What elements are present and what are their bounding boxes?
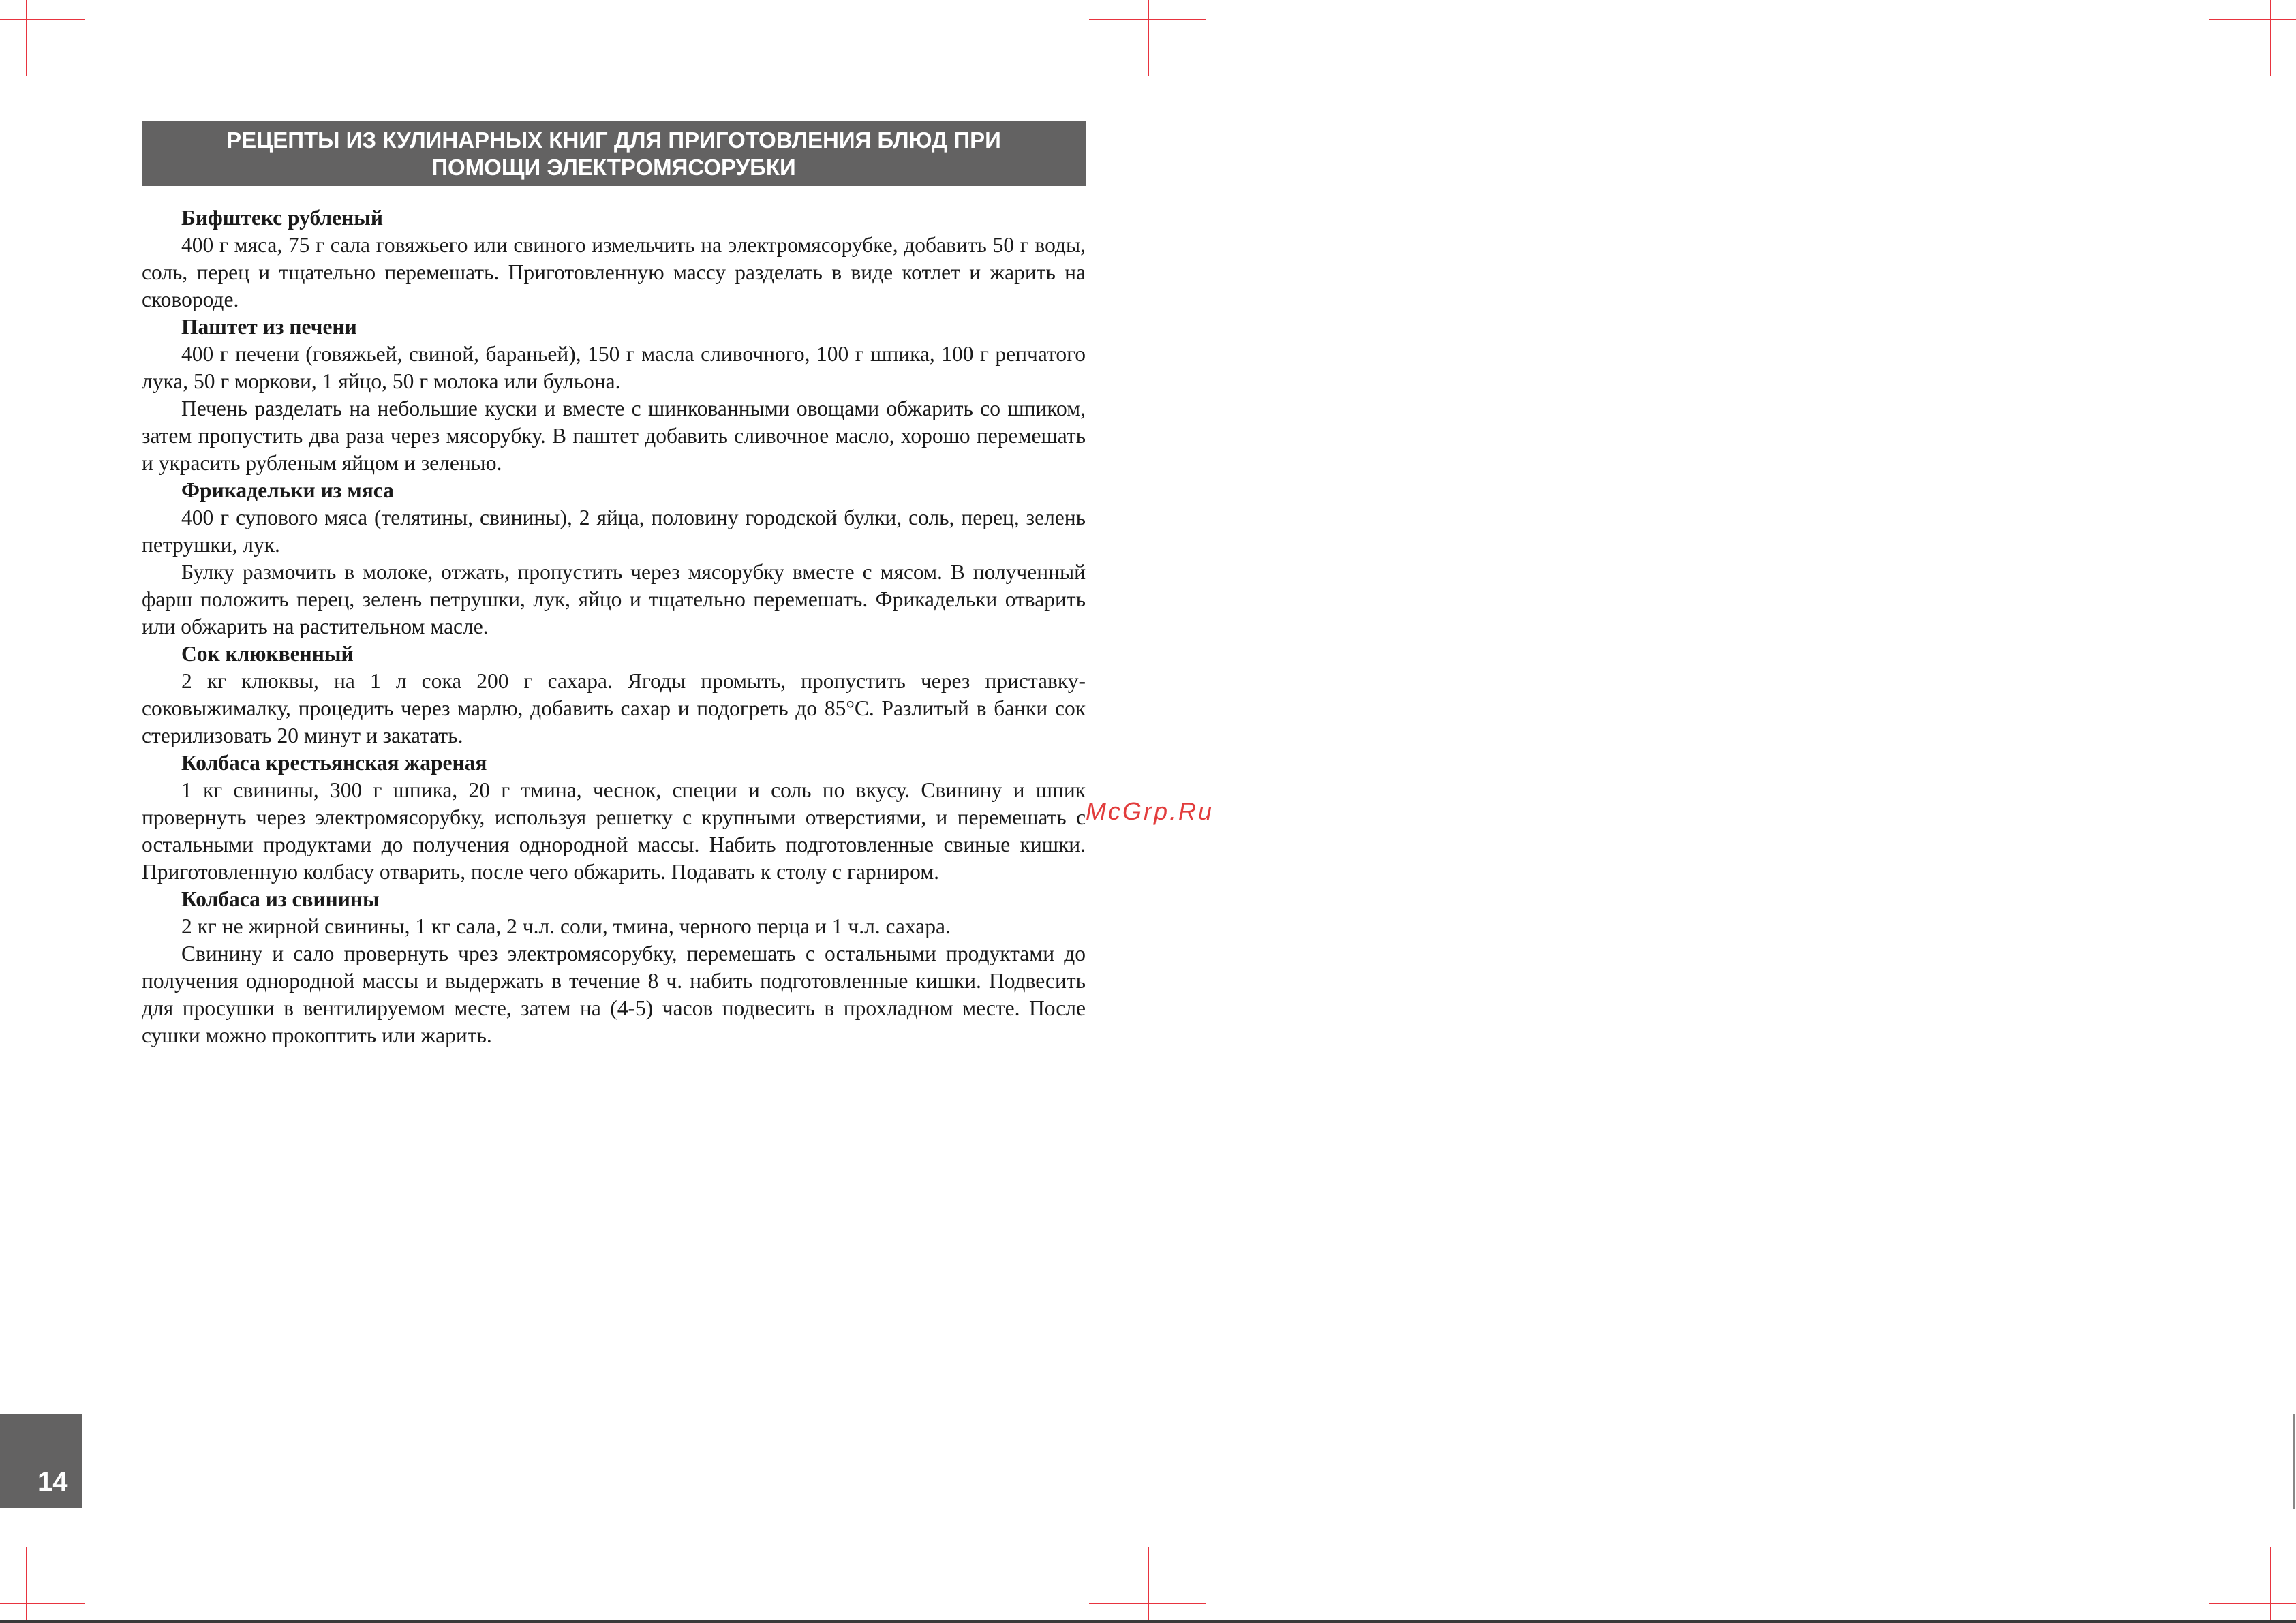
watermark: McGrp.Ru bbox=[1086, 797, 1214, 825]
recipe-paragraph: 400 г супового мяса (телятины, свинины), 2 яйца, половину городской булки, соль, перец, зелень петрушки, лук. bbox=[142, 506, 1086, 557]
crop-mark bbox=[26, 0, 27, 76]
crop-mark bbox=[26, 1547, 27, 1623]
recipe-heading: Колбаса из свинины bbox=[181, 887, 380, 911]
section-title-line: РЕЦЕПТЫ ИЗ КУЛИНАРНЫХ КНИГ ДЛЯ ПРИГОТОВЛЕНИЯ БЛЮД ПРИ bbox=[226, 127, 1001, 153]
crop-mark bbox=[2270, 0, 2271, 76]
crop-mark bbox=[0, 1603, 85, 1604]
crop-mark bbox=[2209, 19, 2296, 20]
recipe-heading: Сок клюквенный bbox=[181, 642, 354, 666]
crop-mark bbox=[0, 19, 85, 20]
recipe-paragraph: Булку размочить в молоке, отжать, пропустить через мясорубку вместе с мясом. В полученный фарш положить перец, зелень петрушки, лук, яйцо и тщательно перемешать. Фрикадельки отварить или обжарить на растительном масле. bbox=[142, 560, 1086, 638]
recipe-text bbox=[142, 204, 1086, 1049]
crop-mark bbox=[2293, 1414, 2295, 1509]
section-title-line: ПОМОЩИ ЭЛЕКТРОМЯСОРУБКИ bbox=[431, 154, 796, 180]
crop-mark bbox=[2270, 1547, 2271, 1623]
recipe-paragraph: Печень разделать на небольшие куски и вместе с шинкованными овощами обжарить со шпиком, затем пропустить два раза через мясорубку. В паштет добавить сливочное масло, хорошо перемешать и украсить рубленым яйцом и зеленью. bbox=[142, 397, 1086, 475]
crop-mark bbox=[1148, 1547, 1149, 1623]
crop-mark bbox=[2209, 1603, 2296, 1604]
recipe-heading: Колбаса крестьянская жареная bbox=[181, 751, 487, 775]
page-number: 14 bbox=[37, 1467, 68, 1497]
recipe-paragraph: 400 г печени (говяжьей, свиной, бараньей), 150 г масла сливочного, 100 г шпика, 100 г репчатого лука, 50 г моркови, 1 яйцо, 50 г молока или бульона. bbox=[142, 342, 1086, 393]
crop-mark bbox=[1148, 0, 1149, 76]
page-number-tab bbox=[0, 1414, 82, 1508]
recipe-heading: Фрикадельки из мяса bbox=[181, 478, 394, 502]
recipe-paragraph: 400 г мяса, 75 г сала говяжьего или свиного измельчить на электромясорубке, добавить 50 г воды, соль, перец и тщательно перемешать. Приготовленную массу разделать в виде котлет и жарить на сковороде. bbox=[142, 233, 1086, 311]
recipe-heading: Бифштекс рубленый bbox=[181, 206, 383, 230]
recipe-paragraph: 2 кг не жирной свинины, 1 кг сала, 2 ч.л. соли, тмина, черного перца и 1 ч.л. сахара. bbox=[181, 914, 951, 938]
recipe-paragraph: Свинину и сало провернуть чрез электромясорубку, перемешать с остальными продуктами до получения однородной массы и выдержать в течение 8 ч. набить подготовленные кишки. Подвесить для просушки в вентилируемом месте, затем на (4-5) часов подвесить в прохладном месте. После сушки можно прокоптить или жарить. bbox=[142, 942, 1086, 1047]
recipe-paragraph: 1 кг свинины, 300 г шпика, 20 г тмина, чеснок, специи и соль по вкусу. Свинину и шпик провернуть через электромясорубку, используя решетку с крупными отверстиями, и перемешать с остальными продуктами до получения однородной массы. Набить подготовленные свиные кишки. Приготовленную колбасу отварить, после чего обжарить. Подавать к столу с гарниром. bbox=[142, 778, 1086, 884]
recipe-paragraph: 2 кг клюквы, на 1 л сока 200 г сахара. Ягоды промыть, пропустить через приставку-соковыжималку, процедить через марлю, добавить сахар и подогреть до 85°С. Разлитый в банки сок стерилизовать 20 минут и закатать. bbox=[142, 669, 1086, 747]
bottom-rule bbox=[0, 1620, 2296, 1623]
section-title bbox=[142, 121, 1086, 186]
recipe-heading: Паштет из печени bbox=[181, 315, 357, 339]
